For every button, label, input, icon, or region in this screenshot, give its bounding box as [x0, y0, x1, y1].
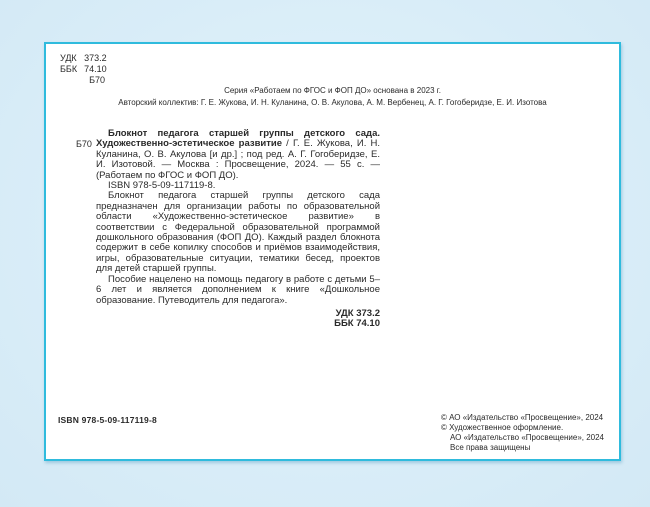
copyright-line: © Художественное оформление.: [441, 423, 564, 432]
card-author-sign: Б70: [76, 139, 92, 149]
classification-block: [60, 53, 107, 86]
authors-line: Авторский коллектив: Г. Е. Жукова, И. Н. Куланина, О. В. Акулова, А. М. Вербенец, А. Г. Гогоберидзе, Е. И. Изотова: [118, 98, 547, 107]
page-frame: [44, 42, 621, 461]
card-isbn-line: ISBN 978-5-09-117119-8.: [108, 180, 216, 192]
catalog-card-entry: [96, 129, 380, 181]
spacer: [60, 75, 77, 86]
book-imprint-details: / Г. Е. Жукова, И. Н. Куланина, О. В. Акулова [и др.] ; под ред. А. Г. Гогоберидзе, Е. И. Изотовой. — Москва : Просвещение, 2024. — 55 с. — (Работаем по ФГОС и ФОП ДО).: [96, 138, 380, 181]
annotation-paragraph-2: Пособие нацелено на помощь педагогу в работе с детьми 5–6 лет и является дополнением к книге «Дошкольное образование. Путеводитель для педагога».: [96, 273, 380, 306]
bbk-label: ББК: [60, 64, 78, 74]
copyright-line: Все права защищены: [450, 443, 531, 452]
annotation-paragraph-1: Блокнот педагога старшей группы детского сада предназначен для организации работы по образовательной области «Художественно-эстетическое развитие» в соответствии с Федеральной образовательной программой дошкольного образования (ФОП ДО). Каждый раздел блокнота содержит в себе копилку способов и приёмов взаимодействия, игры, образовательные ситуации, тематики бесед, проектов для детей старшей группы.: [96, 190, 380, 275]
book-title: Блокнот педагога старшей группы детского сада. Художественно-эстетическое развитие: [96, 128, 380, 150]
udk-right: УДК 373.2: [335, 307, 380, 319]
bbk-right: ББК 74.10: [334, 318, 380, 330]
bbk-value: 74.10: [84, 64, 107, 74]
copyright-line: © АО «Издательство «Просвещение», 2024: [441, 413, 604, 422]
catalog-card-column: [76, 128, 380, 330]
author-sign: Б70: [89, 75, 105, 85]
copyright-block: [441, 413, 604, 453]
copyright-line: АО «Издательство «Просвещение», 2024: [450, 433, 605, 442]
series-line: Серия «Работаем по ФГОС и ФОП ДО» основана в 2023 г.: [224, 86, 441, 95]
footer-isbn: ISBN 978-5-09-117119-8: [58, 415, 157, 425]
udk-value: 373.2: [84, 53, 107, 63]
udk-label: УДК: [60, 53, 77, 63]
